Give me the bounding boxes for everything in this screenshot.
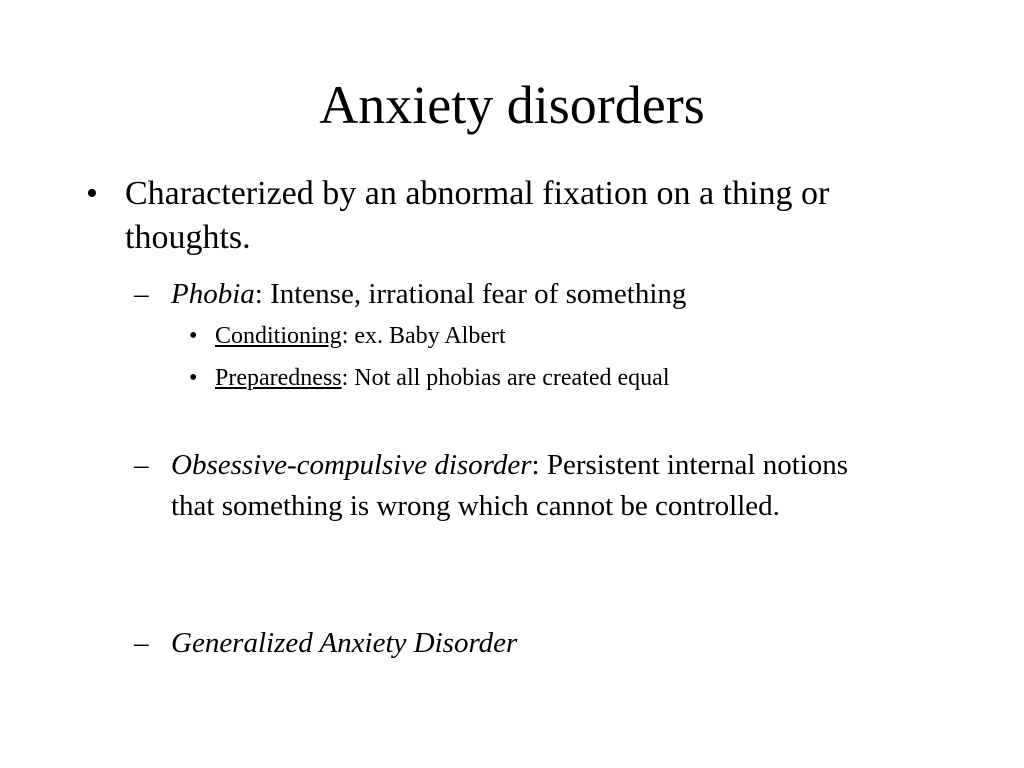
slide-title: Anxiety disorders xyxy=(319,75,705,135)
gad-term: Generalized Anxiety Disorder xyxy=(171,627,518,659)
preparedness-text xyxy=(215,362,875,394)
ocd-text xyxy=(171,445,891,527)
phobia-text xyxy=(171,274,891,315)
dash-marker: – xyxy=(134,627,149,659)
dash-marker: – xyxy=(134,449,149,481)
conditioning-text xyxy=(215,320,875,352)
sub-bullet-marker: • xyxy=(189,323,198,349)
phobia-term: Phobia xyxy=(171,278,255,310)
preparedness-term: Preparedness xyxy=(215,365,342,391)
conditioning-desc: : ex. Baby Albert xyxy=(341,323,506,349)
dash-marker: – xyxy=(134,278,149,310)
ocd-term: Obsessive-compulsive disorder xyxy=(171,449,532,481)
conditioning-term: Conditioning xyxy=(215,323,342,349)
preparedness-desc: : Not all phobias are created equal xyxy=(341,365,670,391)
ocd-desc: : Persistent internal notions that something is wrong which cannot be controlled. xyxy=(171,449,849,522)
bullet-marker: • xyxy=(86,175,98,212)
sub-bullet-marker: • xyxy=(189,365,198,391)
main-bullet-text: Characterized by an abnormal fixation on a thing or thoughts. xyxy=(125,175,830,256)
phobia-desc: : Intense, irrational fear of something xyxy=(254,278,687,310)
